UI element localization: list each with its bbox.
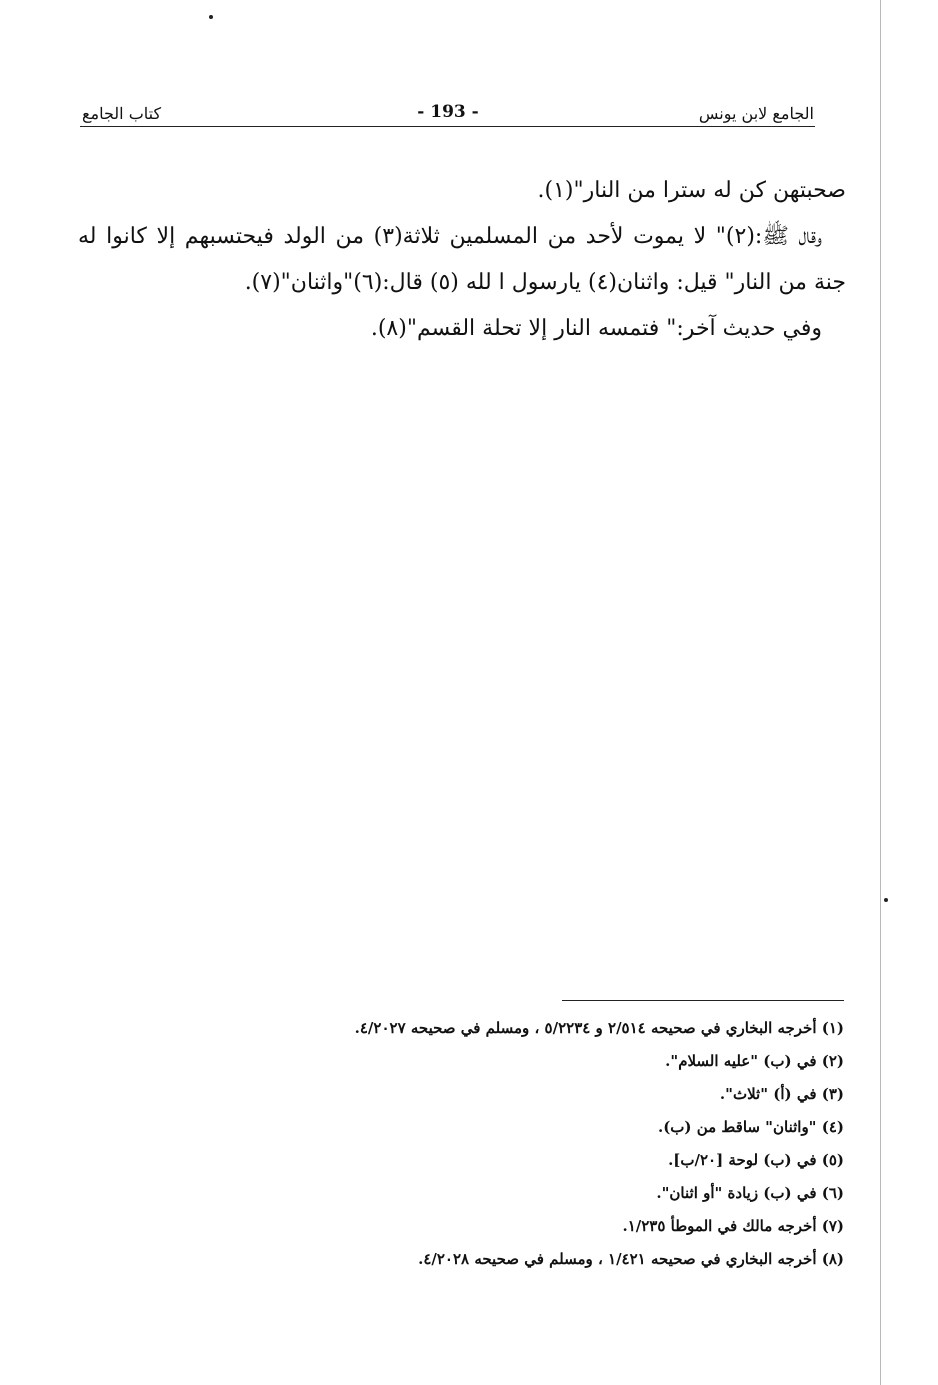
header-rule bbox=[80, 126, 815, 127]
header-work-title: الجامع لابن يونس bbox=[698, 104, 814, 123]
header-book-title: كتاب الجامع bbox=[82, 104, 162, 123]
footnote-5: (٥) في (ب) لوحة [٢٠/ب]. bbox=[668, 1151, 844, 1169]
footnote-2: (٢) في (ب) "عليه السلام". bbox=[665, 1052, 844, 1070]
scan-speck-top bbox=[209, 15, 213, 19]
paragraph: وقال ﷺ:(٢)" لا يموت لأحد من المسلمين ثلاثة(٣) من الولد فيحتسبهم إلا كانوا له جنة من النار" قيل: واثنان(٤) يارسول ا لله (٥) قال:(٦)"واثنان"(٧). bbox=[78, 224, 846, 295]
paragraph: صحبتهن كن له سترا من النار"(١). bbox=[537, 178, 846, 203]
running-header bbox=[82, 100, 814, 126]
footnote-4: (٤) "واثنان" ساقط من (ب). bbox=[657, 1118, 844, 1136]
footnote-8: (٨) أخرجه البخاري في صحيحه ١/٤٢١ ، ومسلم في صحيحه ٤/٢٠٢٨. bbox=[418, 1250, 844, 1268]
footnote-7: (٧) أخرجه مالك في الموطأ ١/٢٣٥. bbox=[622, 1217, 844, 1235]
footnotes-list bbox=[200, 1012, 844, 1276]
footnote-3: (٣) في (أ) "ثلاث". bbox=[719, 1085, 844, 1103]
footnote-separator bbox=[562, 1000, 844, 1001]
page-edge-line bbox=[880, 0, 881, 1385]
scan-speck-right bbox=[884, 898, 888, 902]
footnote-1: (١) أخرجه البخاري في صحيحه ٢/٥١٤ و ٥/٢٢٣٤ ، ومسلم في صحيحه ٤/٢٠٢٧. bbox=[354, 1019, 844, 1037]
page-number: - 193 - bbox=[417, 102, 479, 122]
paragraph: وفي حديث آخر:" فتمسه النار إلا تحلة القسم"(٨). bbox=[370, 316, 822, 341]
footnote-6: (٦) في (ب) زيادة "أو اثنان". bbox=[656, 1184, 844, 1202]
main-text bbox=[78, 168, 846, 352]
